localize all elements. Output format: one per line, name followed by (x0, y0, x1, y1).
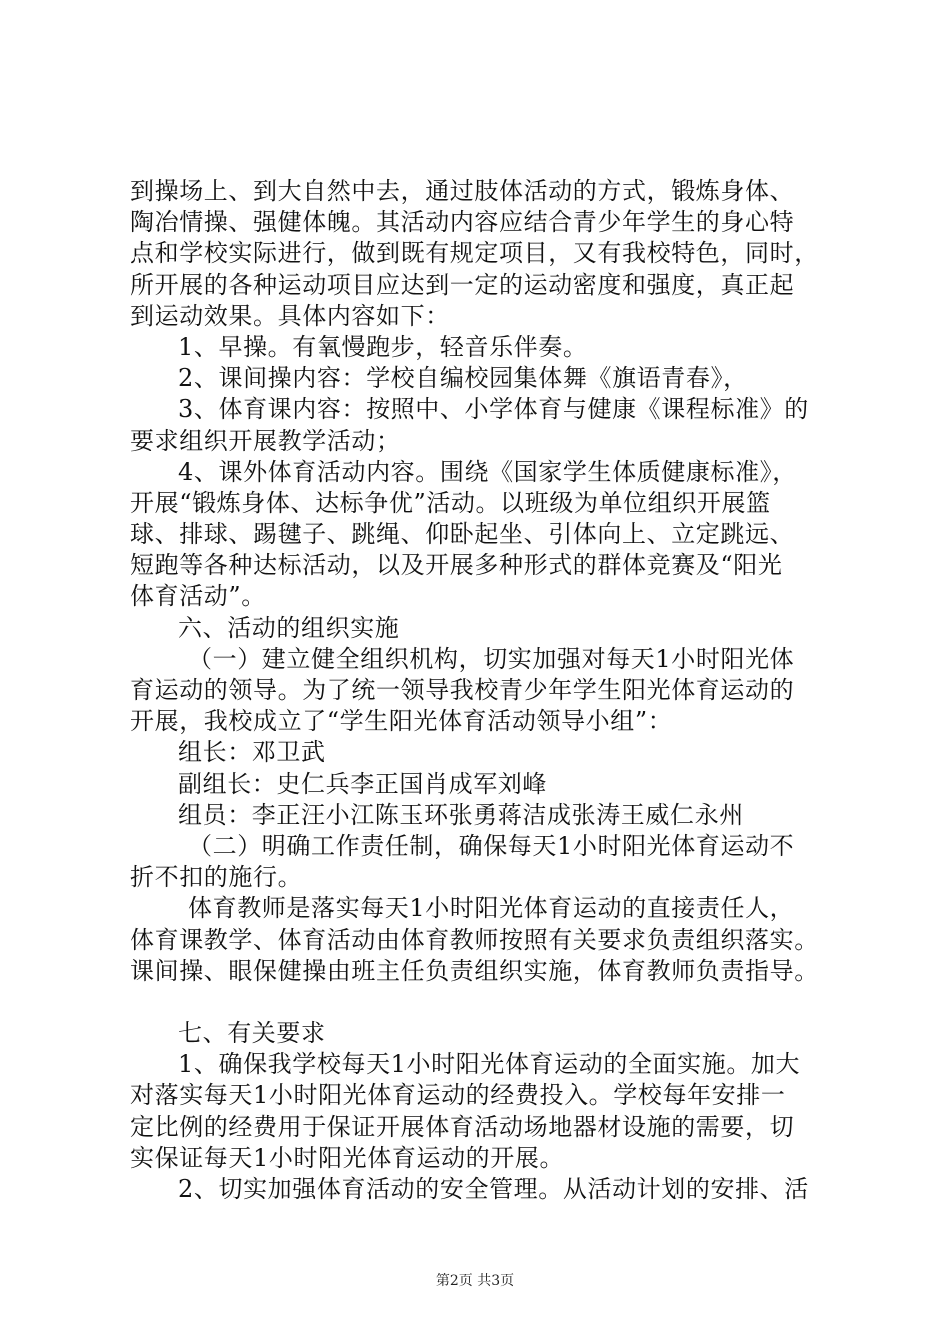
text-line: 开展“锻炼身体、达标争优”活动。以班级为单位组织开展篮 (130, 488, 771, 517)
blank-line (130, 987, 850, 1018)
text-line: 折不扣的施行。 (130, 863, 303, 892)
text-line: 要求组织开展教学活动； (130, 426, 401, 455)
text-line: 体育教师是落实每天1小时阳光体育运动的直接责任人， (188, 894, 795, 923)
text-line: 体育活动”。 (130, 582, 266, 611)
text-line: 球、排球、踢毽子、跳绳、仰卧起坐、引体向上、立定跳远、 (130, 520, 795, 549)
text-line: 开展，我校成立了“学生阳光体育活动领导小组”： (130, 707, 673, 736)
text-line: 对落实每天1小时阳光体育运动的经费投入。学校每年安排一 (130, 1081, 786, 1110)
text-line: 点和学校实际进行，做到既有规定项目，又有我校特色，同时， (130, 239, 819, 268)
text-line: 陶冶情操、强健体魄。其活动内容应结合青少年学生的身心特 (130, 208, 795, 237)
text-line: 2、切实加强体育活动的安全管理。从活动计划的安排、活 (178, 1175, 809, 1203)
text-line: 组员：李正汪小江陈玉环张勇蒋洁成张涛王威仁永州 (178, 800, 744, 829)
text-line: 1、早操。有氧慢跑步，轻音乐伴奏。 (178, 332, 588, 361)
text-line: 实保证每天1小时阳光体育运动的开展。 (130, 1143, 565, 1172)
text-line: 到操场上、到大自然中去，通过肢体活动的方式，锻炼身体、 (130, 177, 795, 205)
text-line: 3、体育课内容：按照中、小学体育与健康《课程标准》的 (178, 395, 809, 424)
text-line: 定比例的经费用于保证开展体育活动场地器材设施的需要，切 (130, 1112, 795, 1141)
text-line: 课间操、眼保健操由班主任负责组织实施，体育教师负责指导。 (130, 956, 819, 985)
text-line: 4、课外体育活动内容。围绕《国家学生体质健康标准》， (178, 457, 797, 486)
text-line: 2、课间操内容：学校自编校园集体舞《旗语青春》， (178, 364, 748, 393)
text-line: 短跑等各种达标活动，以及开展多种形式的群体竞赛及“阳光 (130, 551, 783, 580)
text-line: 1、确保我学校每天1小时阳光体育运动的全面实施。加大 (178, 1050, 801, 1079)
text-line: （二）明确工作责任制，确保每天1小时阳光体育运动不 (188, 831, 795, 860)
text-line: 育运动的领导。为了统一领导我校青少年学生阳光体育运动的 (130, 676, 795, 704)
text-line: 组长：邓卫武 (178, 738, 326, 767)
text-line: 副组长：史仁兵李正国肖成军刘峰 (178, 769, 547, 798)
text-line: （一）建立健全组织机构，切实加强对每天1小时阳光体 (188, 644, 795, 673)
page-number-footer: 第2页 共3页 (435, 1273, 515, 1289)
document-body (130, 176, 850, 1205)
section-heading: 六、活动的组织实施 (178, 613, 400, 642)
text-line: 到运动效果。具体内容如下： (130, 301, 450, 330)
section-heading: 七、有关要求 (178, 1019, 326, 1048)
text-line: 所开展的各种运动项目应达到一定的运动密度和强度，真正起 (130, 270, 795, 299)
text-line: 体育课教学、体育活动由体育教师按照有关要求负责组织落实。 (130, 925, 819, 954)
